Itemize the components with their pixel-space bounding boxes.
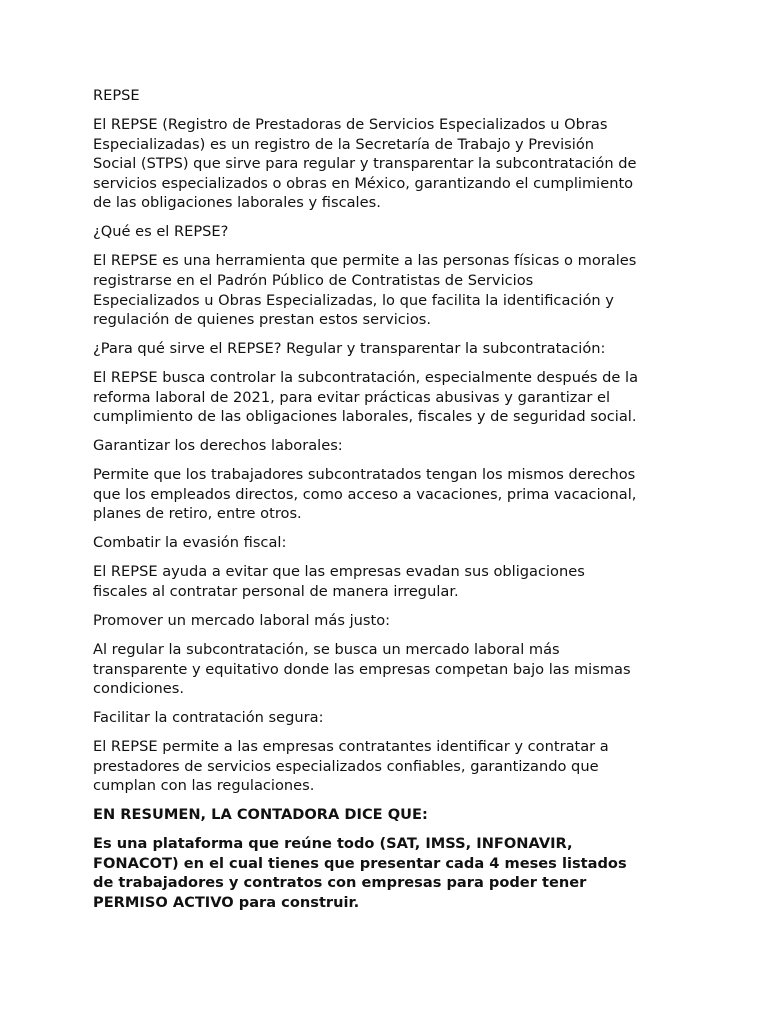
summary-paragraph: Es una plataforma que reúne todo (SAT, IMSS, INFONAVIR, FONACOT) en el cual tienes que presentar cada 4 meses listados de trabajadores y contratos con empresas para poder tener PERMISO ACTIVO para construir. — [93, 835, 627, 912]
section-heading-derechos: Garantizar los derechos laborales: — [93, 437, 343, 455]
evasion-paragraph: El REPSE ayuda a evitar que las empresas evadan sus obligaciones fiscales al contratar personal de manera irregular. — [93, 563, 585, 600]
section-heading-contratacion: Facilitar la contratación segura: — [93, 709, 324, 727]
section-heading-que-es: ¿Qué es el REPSE? — [93, 223, 229, 241]
document-title: REPSE — [93, 87, 140, 104]
section-heading-evasion: Combatir la evasión fiscal: — [93, 534, 287, 552]
summary-heading: EN RESUMEN, LA CONTADORA DICE QUE: — [93, 806, 428, 824]
document-page — [93, 86, 683, 922]
intro-paragraph: El REPSE (Registro de Prestadoras de Servicios Especializados u Obras Especializadas) es un registro de la Secretaría de Trabajo y Previsión Social (STPS) que sirve para regular y transparentar la subcontratación de servicios especializados o obras en México, garantizando el cumplimiento de las obligaciones laborales y fiscales. — [93, 115, 637, 212]
section-heading-para-que-sirve: ¿Para qué sirve el REPSE? Regular y transparentar la subcontratación: — [93, 340, 606, 358]
section-heading-mercado: Promover un mercado laboral más justo: — [93, 611, 391, 629]
que-es-paragraph: El REPSE es una herramienta que permite a las personas físicas o morales registrarse en el Padrón Público de Contratistas de Servicios Especializados u Obras Especializadas, lo que facilita la identificación y regulación de quienes prestan estos servicios. — [93, 252, 637, 329]
contratacion-paragraph: El REPSE permite a las empresas contratantes identificar y contratar a prestadores de servicios especializados confiables, garantizando que cumplan con las regulaciones. — [93, 738, 609, 795]
mercado-paragraph: Al regular la subcontratación, se busca un mercado laboral más transparente y equitativo donde las empresas competan bajo las mismas condiciones. — [93, 640, 631, 698]
derechos-paragraph: Permite que los trabajadores subcontratados tengan los mismos derechos que los empleados directos, como acceso a vacaciones, prima vacacional, planes de retiro, entre otros. — [93, 466, 637, 523]
para-que-sirve-paragraph: El REPSE busca controlar la subcontratación, especialmente después de la reforma laboral de 2021, para evitar prácticas abusivas y garantizar el cumplimiento de las obligaciones laborales, fiscales y de seguridad social. — [93, 369, 639, 426]
